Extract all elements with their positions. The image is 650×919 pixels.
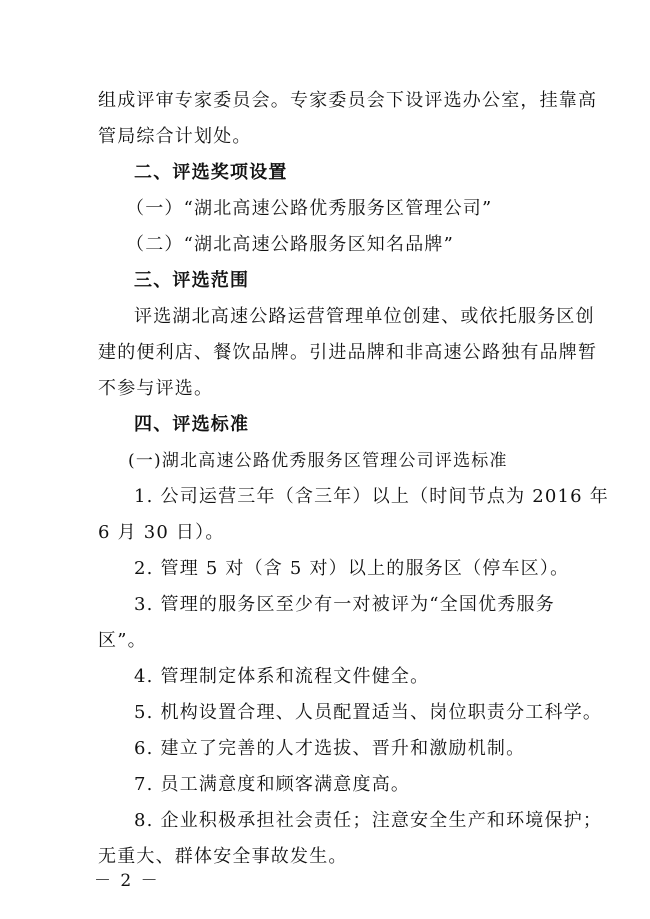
section-heading: 三、评选范围 (134, 270, 250, 291)
subsection-heading: (一)湖北高速公路优秀服务区管理公司评选标准 (128, 451, 508, 471)
criteria-item-6: 6. 建立了完善的人才选拔、晋升和激励机制。 (134, 738, 526, 759)
criteria-item-3-cont: 区”。 (98, 630, 147, 651)
section-heading: 二、评选奖项设置 (134, 162, 288, 183)
criteria-item-5: 5. 机构设置合理、人员配置适当、岗位职责分工科学。 (134, 702, 603, 723)
criteria-item-7: 7. 员工满意度和顾客满意度高。 (134, 774, 411, 795)
criteria-item-8: 8. 企业积极承担社会责任；注意安全生产和环境保护； (134, 810, 603, 831)
body-text-line: 建的便利店、餐饮品牌。引进品牌和非高速公路独有品牌暂 (98, 342, 598, 363)
criteria-item-2: 2. 管理 5 对（含 5 对）以上的服务区（停车区）。 (134, 558, 570, 579)
criteria-item-1-cont: 6 月 30 日）。 (98, 522, 225, 543)
body-text-line: 评选湖北高速公路运营管理单位创建、或依托服务区创 (134, 306, 595, 327)
body-text-line: 组成评审专家委员会。专家委员会下设评选办公室，挂靠高 (98, 90, 598, 111)
page-number: － 2 － (94, 871, 160, 891)
criteria-item-3: 3. 管理的服务区至少有一对被评为“全国优秀服务 (134, 594, 555, 615)
body-text-line: 不参与评选。 (98, 378, 214, 399)
award-item-2: （二）“湖北高速公路服务区知名品牌” (126, 234, 455, 255)
body-text-line: 管局综合计划处。 (98, 126, 252, 147)
award-item-1: （一）“湖北高速公路优秀服务区管理公司” (126, 198, 493, 219)
criteria-item-1: 1. 公司运营三年（含三年）以上（时间节点为 2016 年 (134, 486, 609, 507)
section-heading: 四、评选标准 (134, 414, 250, 435)
criteria-item-8-cont: 无重大、群体安全事故发生。 (98, 846, 348, 867)
criteria-item-4: 4. 管理制定体系和流程文件健全。 (134, 666, 430, 687)
